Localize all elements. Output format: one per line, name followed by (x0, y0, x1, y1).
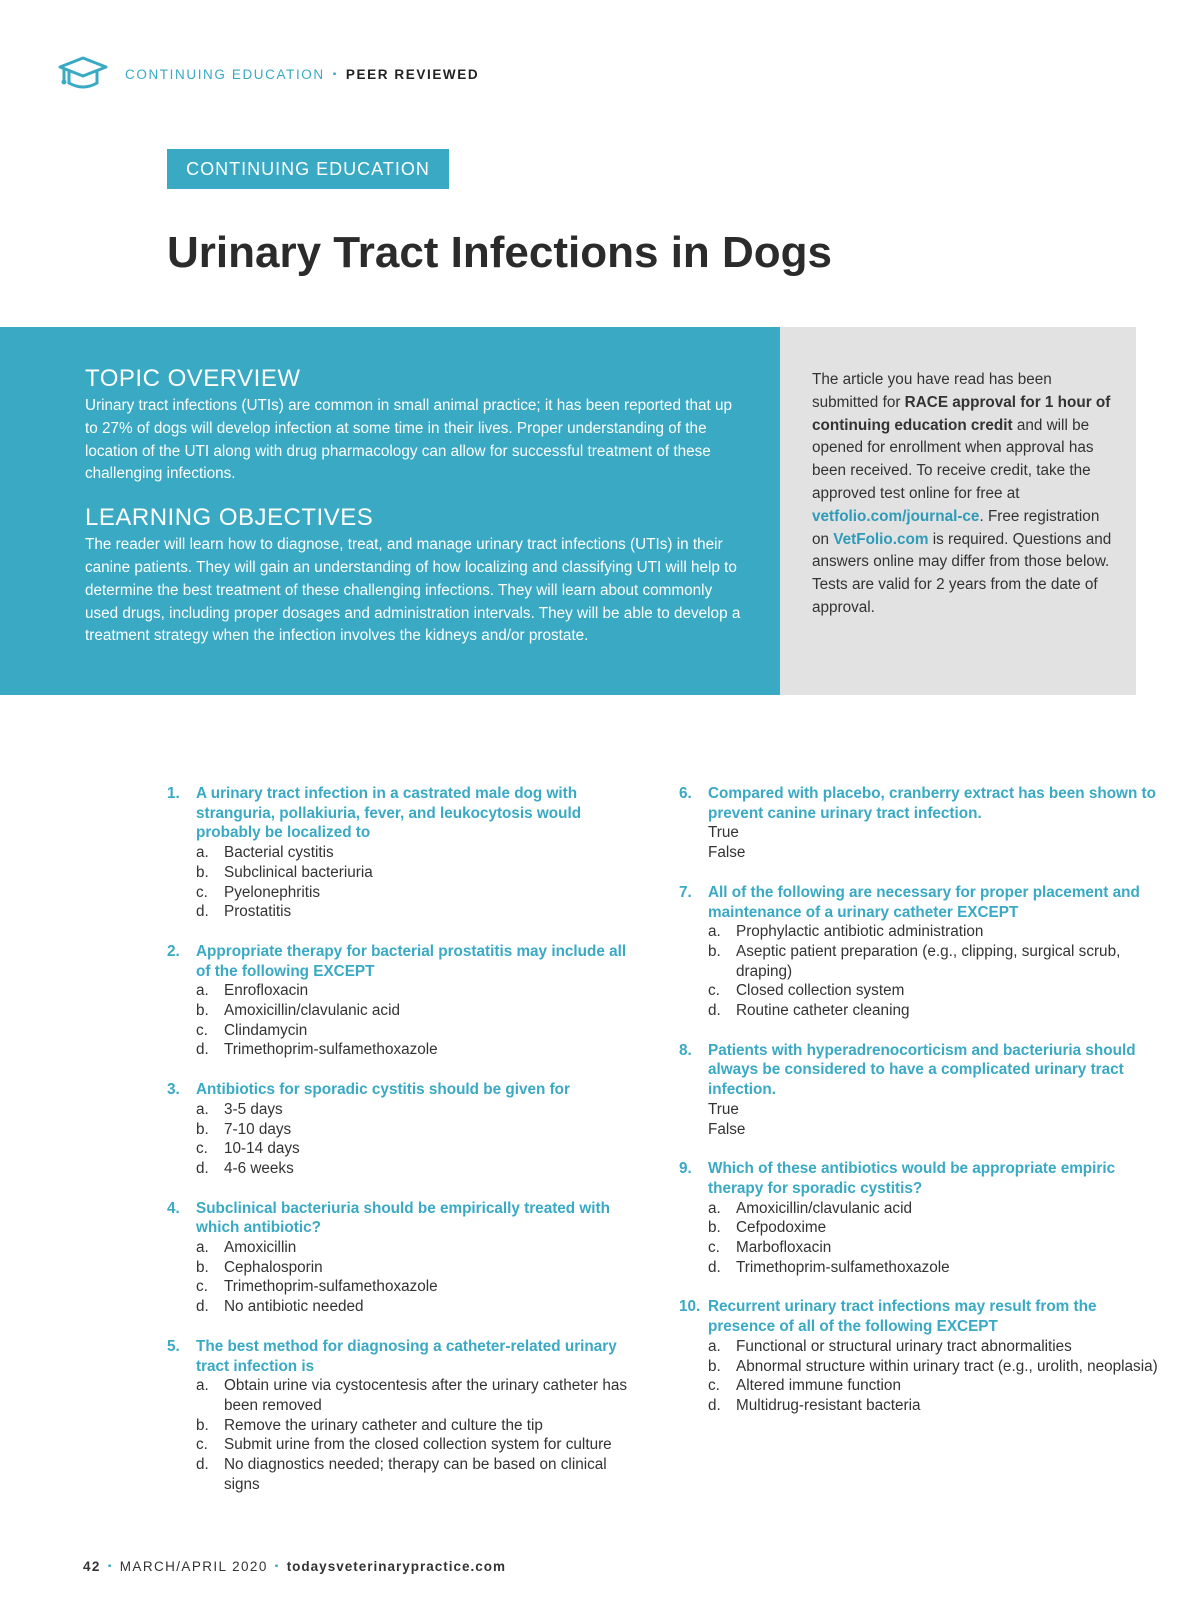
true-false-option: True (708, 824, 739, 842)
answer-option (679, 942, 1159, 981)
header-separator: ▪ (332, 69, 338, 80)
question-text: A urinary tract infection in a castrated male dog with stranguria, pollakiuria, fever, and leukocytosis would probably be localized to (196, 785, 582, 842)
answer-option (679, 1199, 1159, 1219)
option-text: Multidrug-resistant bacteria (736, 1396, 921, 1414)
answer-option (167, 902, 637, 922)
option-text: Cefpodoxime (736, 1219, 827, 1237)
option-text: Functional or structural urinary tract abnormalities (736, 1337, 1072, 1355)
question-number: 8. (679, 1041, 692, 1059)
question (679, 883, 1159, 1021)
question-text: Subclinical bacteriuria should be empirically treated with which antibiotic? (196, 1199, 610, 1237)
answer-option (167, 1376, 637, 1415)
answer-option (167, 883, 637, 903)
footer-separator: ▪ (107, 1561, 113, 1572)
answer-option (679, 1258, 1159, 1278)
option-letter: c. (196, 1021, 208, 1039)
option-letter: d. (196, 1298, 209, 1316)
option-text: Trimethoprim-sulfamethoxazole (736, 1258, 950, 1276)
option-text: Submit urine from the closed collection system for culture (224, 1436, 612, 1454)
questions-left-column (167, 784, 637, 1515)
overview-panel (0, 327, 780, 695)
option-letter: b. (196, 1258, 209, 1276)
answer-option (167, 1159, 637, 1179)
option-letter: c. (708, 982, 720, 1000)
question (679, 784, 1159, 863)
answer-option (167, 1435, 637, 1455)
option-letter: b. (708, 942, 721, 960)
answer-option (167, 843, 637, 863)
answer-option (167, 981, 637, 1001)
option-text: 7-10 days (224, 1120, 292, 1138)
option-text: Bacterial cystitis (224, 844, 334, 862)
true-false-option: False (708, 844, 746, 862)
option-text: Pyelonephritis (224, 883, 321, 901)
answer-option (679, 981, 1159, 1001)
graduation-cap-icon (56, 54, 110, 92)
question-number: 6. (679, 785, 692, 802)
website: todaysveterinarypractice.com (286, 1559, 507, 1574)
footer-separator-2: ▪ (274, 1561, 280, 1572)
question-stem (679, 784, 1159, 823)
question-stem (167, 1199, 637, 1238)
option-letter: a. (196, 982, 209, 1000)
option-text: 10-14 days (224, 1140, 300, 1158)
option-text: Amoxicillin/clavulanic acid (736, 1199, 912, 1217)
question-stem (679, 1041, 1159, 1100)
option-text: Aseptic patient preparation (e.g., clipping, surgical scrub, draping) (736, 942, 1121, 980)
option-letter: a. (196, 1100, 209, 1118)
answer-option (679, 1238, 1159, 1258)
true-false-option: True (708, 1100, 739, 1118)
option-letter: c. (196, 1140, 208, 1158)
answer-option (167, 1455, 637, 1494)
question-stem (679, 1297, 1159, 1336)
article-title: Urinary Tract Infections in Dogs (167, 228, 833, 277)
subsection-name: PEER REVIEWED (345, 67, 480, 82)
option-letter: c. (196, 1436, 208, 1454)
option-text: 3-5 days (224, 1100, 283, 1118)
option-letter: c. (708, 1377, 720, 1395)
question-text: Patients with hyperadrenocorticism and bacteriuria should always be considered to have a complicated urinary tract infection. (708, 1041, 1136, 1099)
answer-option (167, 863, 637, 883)
option-text: Amoxicillin (224, 1239, 297, 1257)
option-text: 4-6 weeks (224, 1159, 294, 1177)
question (167, 784, 637, 922)
option-letter: b. (196, 1416, 209, 1434)
option-text: Cephalosporin (224, 1258, 323, 1276)
option-letter: c. (196, 883, 208, 901)
questions-right-column (679, 784, 1159, 1436)
answer-option (167, 1139, 637, 1159)
section-header (125, 67, 479, 82)
option-letter: a. (708, 1337, 721, 1355)
race-text-1: The article you have read has been submitted for (812, 371, 1052, 411)
option-text: Prophylactic antibiotic administration (736, 923, 984, 941)
answer-option (679, 1337, 1159, 1357)
option-text: Routine catheter cleaning (736, 1002, 910, 1020)
question-stem (167, 1080, 637, 1100)
answer-option (679, 1357, 1159, 1377)
race-text-2: and will be opened for enrollment when approval has been received. To receive credit, take the approved test online for free at (812, 416, 1094, 502)
issue-date: MARCH/APRIL 2020 (119, 1559, 268, 1574)
category-label: CONTINUING EDUCATION (167, 149, 449, 189)
question (167, 1337, 637, 1495)
option-letter: a. (708, 1199, 721, 1217)
answer-option (167, 1277, 637, 1297)
answer-option (167, 1238, 637, 1258)
page-footer (83, 1559, 506, 1574)
option-text: No antibiotic needed (224, 1298, 364, 1316)
question-stem (167, 1337, 637, 1376)
answer-option (167, 1297, 637, 1317)
overview-heading: TOPIC OVERVIEW (85, 365, 301, 392)
question-number: 10. (679, 1298, 701, 1316)
question (167, 1080, 637, 1179)
option-letter: d. (708, 1396, 721, 1414)
option-letter: d. (708, 1002, 721, 1020)
option-letter: d. (196, 1041, 209, 1059)
option-text: No diagnostics needed; therapy can be based on clinical signs (224, 1456, 607, 1493)
objectives-heading: LEARNING OBJECTIVES (85, 504, 374, 532)
vetfolio-link[interactable]: VetFolio.com (833, 530, 929, 548)
question-text: Antibiotics for sporadic cystitis should be given for (196, 1081, 570, 1099)
question-number: 5. (167, 1337, 180, 1355)
option-letter: b. (708, 1357, 721, 1375)
answer-option (679, 1376, 1159, 1396)
option-text: Trimethoprim-sulfamethoxazole (224, 1278, 438, 1296)
option-letter: d. (196, 1159, 209, 1177)
answer-option (167, 1120, 637, 1140)
option-letter: d. (708, 1258, 721, 1276)
answer-option (167, 1001, 637, 1021)
race-text-3: . Free registration on (812, 507, 1100, 548)
answer-option (167, 1100, 637, 1120)
option-letter: c. (196, 1278, 208, 1296)
option-letter: a. (708, 923, 721, 941)
option-text: Trimethoprim-sulfamethoxazole (224, 1041, 438, 1059)
question-number: 9. (679, 1160, 692, 1178)
answer-option (679, 1218, 1159, 1238)
true-false-option: False (708, 1120, 746, 1138)
option-text: Altered immune function (736, 1377, 901, 1395)
option-text: Prostatitis (224, 903, 292, 921)
option-letter: d. (196, 1456, 209, 1474)
question (679, 1041, 1159, 1140)
answer-option (167, 1258, 637, 1278)
answer-option (679, 1396, 1159, 1416)
question (679, 1159, 1159, 1277)
question-text: Recurrent urinary tract infections may result from the presence of all of the following EXCEPT (708, 1298, 1097, 1336)
option-text: Clindamycin (224, 1021, 308, 1039)
answer-option (167, 1416, 637, 1436)
answer-option (679, 922, 1159, 942)
question-number: 1. (167, 785, 180, 802)
option-text: Remove the urinary catheter and culture the tip (224, 1416, 543, 1434)
option-letter: b. (196, 1120, 209, 1138)
question-number: 2. (167, 942, 180, 960)
answer-option (167, 1040, 637, 1060)
question-text: Appropriate therapy for bacterial prostatitis may include all of the following EXCEPT (196, 942, 627, 980)
question-stem (679, 1159, 1159, 1198)
race-text-bold: RACE approval for 1 hour of continuing education credit (812, 393, 1111, 434)
option-letter: a. (196, 1239, 209, 1257)
question (167, 942, 637, 1060)
option-letter: d. (196, 903, 209, 921)
question-number: 7. (679, 883, 692, 901)
option-letter: a. (196, 844, 209, 862)
section-name: CONTINUING EDUCATION (125, 67, 325, 82)
question-text: The best method for diagnosing a catheter-related urinary tract infection is (196, 1337, 617, 1375)
objectives-text: The reader will learn how to diagnose, treat, and manage urinary tract infections (UTIs) in their canine patients. They will gain an understanding of how localizing and classifying UTI will help to determine the best treatment of these challenging infections. They will learn about commonly used drugs, including proper dosages and administration intervals. They will be able to develop a treatment strategy when the infection involves the kidneys and/or prostate. (85, 536, 741, 645)
question-text: Compared with placebo, cranberry extract has been shown to prevent canine urinary tract infection. (708, 785, 1156, 822)
question-text: All of the following are necessary for proper placement and maintenance of a urinary catheter EXCEPT (708, 883, 1140, 921)
overview-text: Urinary tract infections (UTIs) are common in small animal practice; it has been reported that up to 27% of dogs will develop infection at some time in their lives. Proper understanding of the location of the UTI along with drug pharmacology can allow for successful treatment of these challenging infections. (85, 397, 732, 483)
option-letter: c. (708, 1239, 720, 1257)
question-number: 3. (167, 1081, 180, 1099)
option-text: Subclinical bacteriuria (224, 863, 373, 881)
race-text-4: is required. Questions and answers online may differ from those below. Tests are valid for 2 years from the date of approval. (812, 530, 1112, 616)
question-text: Which of these antibiotics would be appropriate empiric therapy for sporadic cystitis? (708, 1160, 1116, 1197)
question-stem (167, 784, 637, 843)
option-text: Obtain urine via cystocentesis after the urinary catheter has been removed (224, 1377, 628, 1414)
option-text: Abnormal structure within urinary tract (e.g., urolith, neoplasia) (736, 1357, 1158, 1375)
question-stem (679, 883, 1159, 922)
option-text: Marbofloxacin (736, 1239, 832, 1257)
page-number: 42 (83, 1559, 101, 1574)
answer-option (679, 1001, 1159, 1021)
option-letter: b. (196, 1002, 209, 1020)
option-letter: a. (196, 1377, 209, 1395)
option-text: Closed collection system (736, 982, 905, 1000)
race-text (812, 369, 1112, 620)
option-text: Amoxicillin/clavulanic acid (224, 1002, 400, 1020)
option-text: Enrofloxacin (224, 982, 309, 1000)
option-letter: b. (196, 863, 209, 881)
question-number: 4. (167, 1199, 180, 1217)
question-stem (167, 942, 637, 981)
option-letter: b. (708, 1219, 721, 1237)
question (679, 1297, 1159, 1415)
vetfolio-ce-link[interactable]: vetfolio.com/journal-ce (812, 507, 980, 525)
race-approval-panel (780, 327, 1136, 695)
answer-option (167, 1021, 637, 1041)
question (167, 1199, 637, 1317)
